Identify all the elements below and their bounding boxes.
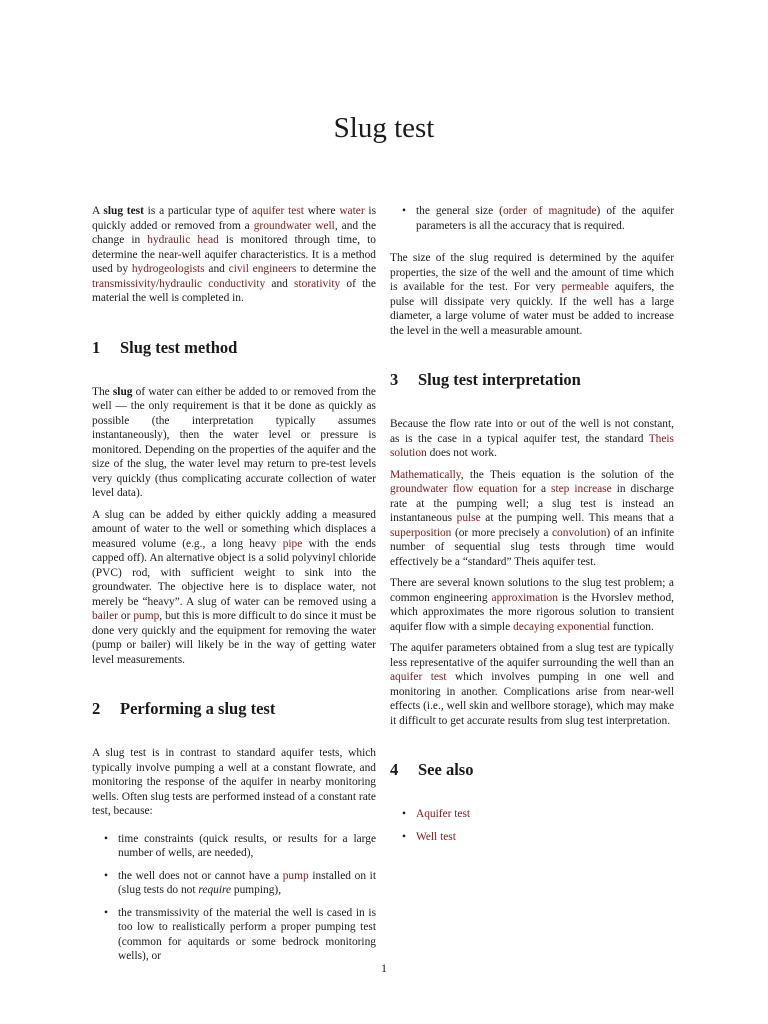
section-title: Slug test interpretation	[418, 370, 581, 389]
section-title: Slug test method	[120, 337, 238, 357]
method-paragraph-2: A slug can be added by either quickly adding a measured amount of water to the well or something which displaces a measured volume (e.g., a long heavy pipe with the ends capped off). An alternative object is a solid polyvinyl chloride (PVC) rod, with sufficient weight to sink into the groundwater. The objective here is to displace water, not merely be “heavy”. A slug of water can be removed using a bailer or pump, but this is more difficult to do since it must be done very quickly and the equipment for removing the water (pump or bailer) will likely be in the way of getting water level measurements.	[92, 508, 377, 666]
inline-link[interactable]: superposition	[390, 526, 452, 539]
bullet-icon: •	[104, 832, 108, 845]
list-item-text: the transmissivity of the material the well is cased in is too low to realistically perform a proper pumping test (common for aquitards or some bedrock monitoring wells), or	[118, 906, 376, 962]
interpretation-paragraph-1: Because the flow rate into or out of the well is not constant, as is the case in a typical aquifer test, the standard Theis solution does not work.	[390, 418, 674, 459]
bullet-icon: •	[104, 906, 108, 919]
section-heading-see-also	[390, 761, 674, 779]
inline-link[interactable]: hydraulic head	[147, 234, 219, 246]
section-heading-performing	[92, 700, 376, 718]
section-title: Performing a slug test	[120, 699, 276, 718]
performing-paragraph-1: A slug test is in contrast to standard aquifer tests, which typically involve pumping a well at a constant flowrate, and monitoring the response of the aquifer in nearby monitoring wells. Often slug tests are performed instead of a constant rate test, because:	[92, 747, 376, 817]
inline-link[interactable]: hydrogeologists	[131, 263, 205, 275]
inline-link[interactable]: Mathematically	[390, 468, 461, 481]
list-item	[390, 204, 674, 233]
reasons-list-continued	[390, 204, 674, 233]
bullet-icon: •	[104, 869, 108, 882]
bold-term: slug test	[103, 205, 144, 217]
intro-paragraph: A slug test is a particular type of aquifer test where water is quickly added or removed from a groundwater well, and the change in hydraulic head is monitored through time, to determine the near-well aquifer characteristics. It is a method used by hydrogeologists and civil engineers to determine the transmissivity/hydraulic conductivity and storativity of the material the well is completed in.	[92, 205, 377, 304]
inline-link[interactable]: pump	[282, 869, 309, 882]
inline-link[interactable]: transmissivity	[92, 277, 156, 290]
list-item-text: the well does not or cannot have a pump installed on it (slug tests do not require pumping),	[118, 869, 377, 896]
see-also-list	[390, 807, 674, 844]
inline-link[interactable]: water	[339, 205, 365, 217]
inline-link[interactable]: hydraulic conductivity	[159, 277, 266, 290]
method-paragraph-1: The slug of water can either be added to or removed from the well — the only requirement is that it be done as quickly as possible (the interpretation typically assumes instantaneously), then the water level or pressure is monitored. Depending on the properties of the aquifer and the size of the slug, the water level may return to pre-test levels very quickly (thus complicating accurate collection of water level data).	[92, 385, 376, 499]
performing-paragraph-2: The size of the slug required is determined by the aquifer properties, the size of the well and the amount of time which is available for the test. For very permeable aquifers, the pulse will dissipate very quickly. If the well has a large diameter, a large volume of water must be added to increase the level in the well a measurable amount.	[390, 252, 674, 337]
inline-link[interactable]: order of magnitude	[502, 205, 597, 217]
section-heading-method	[92, 339, 376, 357]
bullet-icon: •	[402, 830, 406, 843]
section-number: 1	[92, 337, 101, 357]
interpretation-paragraph-2: Mathematically, the Theis equation is the solution of the groundwater flow equation for a step increase in discharge rate at the pumping well; a slug test is instead an instantaneous pulse at the pumping well. This means that a superposition (or more precisely a convolution) of an infinite number of sequential slug tests through time would effectively be a “standard” Theis aquifer test.	[390, 468, 674, 568]
inline-link[interactable]: permeable	[561, 281, 609, 293]
page-title: Slug test	[333, 112, 435, 144]
inline-link[interactable]: civil engineers	[228, 263, 297, 275]
section-title: See also	[418, 760, 474, 779]
inline-link[interactable]: pipe	[282, 537, 303, 550]
inline-link[interactable]: approximation	[491, 591, 558, 604]
list-item-text: time constraints (quick results, or results for a large number of wells, are needed),	[118, 832, 376, 859]
inline-link[interactable]: aquifer test	[390, 671, 447, 683]
left-column	[92, 204, 376, 972]
inline-link[interactable]: groundwater flow equation	[390, 483, 518, 495]
reasons-list	[92, 832, 376, 964]
bold-term: slug	[112, 385, 133, 398]
inline-link[interactable]: bailer	[92, 610, 118, 622]
inline-link[interactable]: decaying exponential	[513, 620, 611, 633]
section-number: 2	[92, 699, 101, 718]
list-item	[92, 832, 376, 861]
list-item	[92, 869, 376, 898]
inline-link[interactable]: groundwater well	[253, 219, 335, 232]
see-also-link-aquifer-test[interactable]: Aquifer test	[416, 808, 471, 820]
page-number: 1	[381, 961, 387, 975]
right-column	[390, 204, 674, 852]
inline-link[interactable]: convolution	[552, 526, 607, 539]
list-item	[92, 906, 376, 964]
see-also-link-well-test[interactable]: Well test	[416, 830, 456, 843]
inline-link[interactable]: aquifer test	[252, 205, 304, 217]
see-also-item	[390, 807, 674, 822]
inline-link[interactable]: pulse	[456, 512, 481, 524]
bullet-icon: •	[402, 205, 406, 217]
section-number: 3	[390, 370, 399, 389]
section-heading-interpretation	[390, 371, 674, 389]
see-also-item	[390, 830, 674, 845]
emphasis: require	[198, 884, 232, 896]
interpretation-paragraph-3: There are several known solutions to the slug test problem; a common engineering approximation is the Hvorslev method, which approximates the more rigorous solution to transient aquifer flow with a simple decaying exponential function.	[390, 577, 674, 633]
inline-link[interactable]: step increase	[551, 483, 612, 495]
list-item-text: the general size (order of magnitude) of the aquifer parameters is all the accuracy that is required.	[416, 205, 674, 232]
inline-link[interactable]: Theis solution	[390, 432, 674, 459]
section-number: 4	[390, 760, 399, 779]
bullet-icon: •	[402, 808, 406, 820]
interpretation-paragraph-4: The aquifer parameters obtained from a slug test are typically less representative of the aquifer surrounding the well than an aquifer test which involves pumping in one well and monitoring in another. Complications arise from near-well effects (i.e., well skin and wellbore storage), which may make it difficult to get accurate results from slug test interpretation.	[390, 642, 674, 727]
inline-link[interactable]: storativity	[294, 277, 341, 290]
inline-link[interactable]: pump	[133, 610, 160, 622]
